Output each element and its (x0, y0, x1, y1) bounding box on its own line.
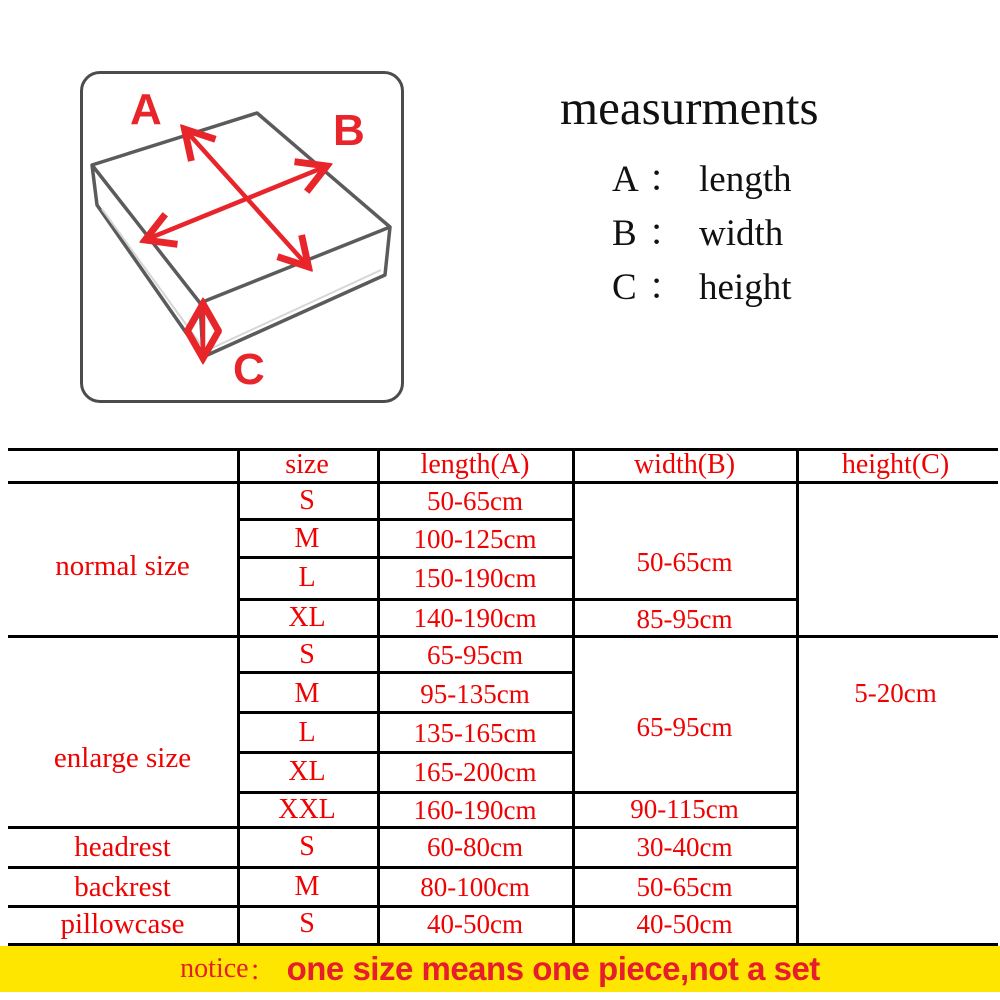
length-cell: 135-165cm (413, 718, 537, 748)
size-cell: S (299, 639, 315, 670)
size-cell: XL (288, 602, 326, 633)
length-cell: 95-135cm (420, 679, 530, 709)
height-cell-merged: 5-20cm (854, 678, 937, 708)
notice-colon: ： (248, 956, 277, 987)
length-cell: 140-190cm (413, 603, 537, 633)
width-cell-merged: 50-65cm (636, 547, 733, 577)
legend-row-height (612, 261, 791, 315)
diagram-label-c: C (233, 345, 265, 394)
size-cell: M (294, 523, 320, 554)
width-cell: 30-40cm (636, 832, 733, 862)
notice-prefix: notice (180, 953, 249, 984)
legend-key: C (612, 267, 637, 308)
legend-label: length (699, 159, 792, 200)
measurements-legend (612, 153, 791, 315)
size-cell: L (298, 717, 316, 748)
size-cell: S (299, 908, 315, 939)
size-cell: L (298, 562, 316, 593)
length-cell: 50-65cm (427, 486, 523, 516)
size-cell: S (299, 831, 315, 862)
length-cell: 65-95cm (427, 640, 523, 670)
size-cell: XXL (278, 794, 336, 825)
diagram-label-a: A (130, 85, 162, 134)
diagram-label-b: B (333, 106, 365, 155)
legend-label: width (699, 213, 784, 254)
measurements-title: measurments (560, 80, 819, 135)
col-header-size: size (285, 449, 329, 480)
table-hline (237, 556, 575, 559)
width-cell: 40-50cm (636, 909, 733, 939)
width-cell: 85-95cm (636, 604, 733, 634)
length-cell: 80-100cm (420, 872, 530, 902)
notice-bar (0, 946, 1000, 992)
legend-row-length (612, 153, 791, 207)
legend-label: height (699, 267, 792, 308)
size-cell: M (294, 871, 320, 902)
length-cell: 40-50cm (427, 909, 523, 939)
row-label: headrest (74, 831, 171, 863)
size-cell: XL (288, 756, 326, 787)
width-cell: 90-115cm (630, 794, 739, 824)
legend-colon: ： (648, 267, 685, 308)
length-cell: 150-190cm (413, 563, 537, 593)
legend-colon: ： (648, 159, 685, 200)
size-cell: S (299, 485, 315, 516)
legend-key: B (612, 213, 637, 254)
col-header-width: width(B) (633, 449, 736, 480)
length-cell: 100-125cm (413, 524, 537, 554)
width-cell-merged: 65-95cm (636, 712, 733, 742)
size-cell: M (294, 678, 320, 709)
col-header-length: length(A) (420, 449, 530, 480)
row-label: pillowcase (60, 908, 185, 940)
width-cell: 50-65cm (636, 872, 733, 902)
legend-row-width (612, 207, 791, 261)
table-hline (237, 518, 575, 521)
table-hline (8, 866, 799, 869)
group-label-enlarge: enlarge size (53, 742, 192, 774)
legend-key: A (612, 159, 639, 200)
length-cell: 60-80cm (427, 832, 523, 862)
legend-colon: ： (648, 213, 685, 254)
group-label-normal: normal size (55, 550, 190, 582)
notice-text: one size means one piece,not a set (286, 950, 820, 987)
length-cell: 165-200cm (413, 757, 537, 787)
col-header-height: height(C) (841, 449, 950, 480)
length-cell: 160-190cm (413, 795, 537, 825)
table-hline (237, 711, 575, 714)
row-label: backrest (74, 871, 171, 903)
table-hline (237, 751, 575, 754)
